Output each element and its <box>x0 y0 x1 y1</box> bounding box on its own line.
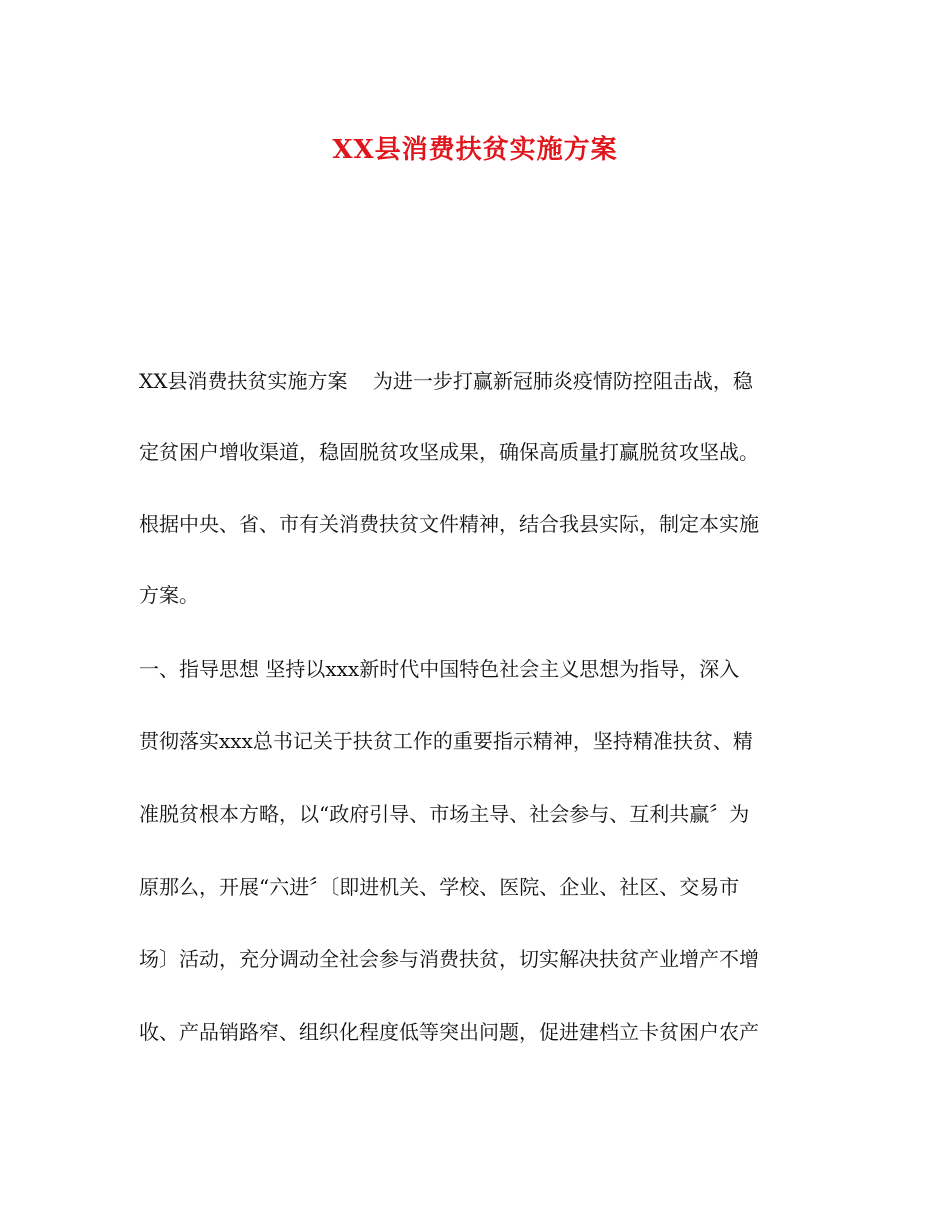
body-line: 收、产品销路窄、组织化程度低等突出问题，促进建档立卡贫困户农产 <box>139 1020 759 1044</box>
body-line: 场〕活动，充分调动全社会参与消费扶贫，切实解决扶贫产业增产不增 <box>139 947 759 971</box>
body-line: 定贫困户增收渠道，稳固脱贫攻坚成果，确保高质量打赢脱贫攻坚战。 <box>139 440 759 464</box>
body-line: 方案。 <box>139 583 199 607</box>
body-line: 贯彻落实xxx总书记关于扶贫工作的重要指示精神，坚持精准扶贫、精 <box>139 729 753 753</box>
body-line: 一、指导思想 坚持以xxx新时代中国特色社会主义思想为指导，深入 <box>139 657 740 681</box>
body-line: 根据中央、省、市有关消费扶贫文件精神，结合我县实际，制定本实施 <box>139 512 759 536</box>
body-line: 准脱贫根本方略，以“政府引导、市场主导、社会参与、互利共赢〞为 <box>139 802 750 826</box>
body-line: 原那么，开展“六进〞〔即进机关、学校、医院、企业、社区、交易市 <box>139 875 740 899</box>
document-title: XX县消费扶贫实施方案 <box>332 135 618 165</box>
body-line: XX县消费扶贫实施方案 为进一步打赢新冠肺炎疫情防控阻击战，稳 <box>139 369 753 393</box>
